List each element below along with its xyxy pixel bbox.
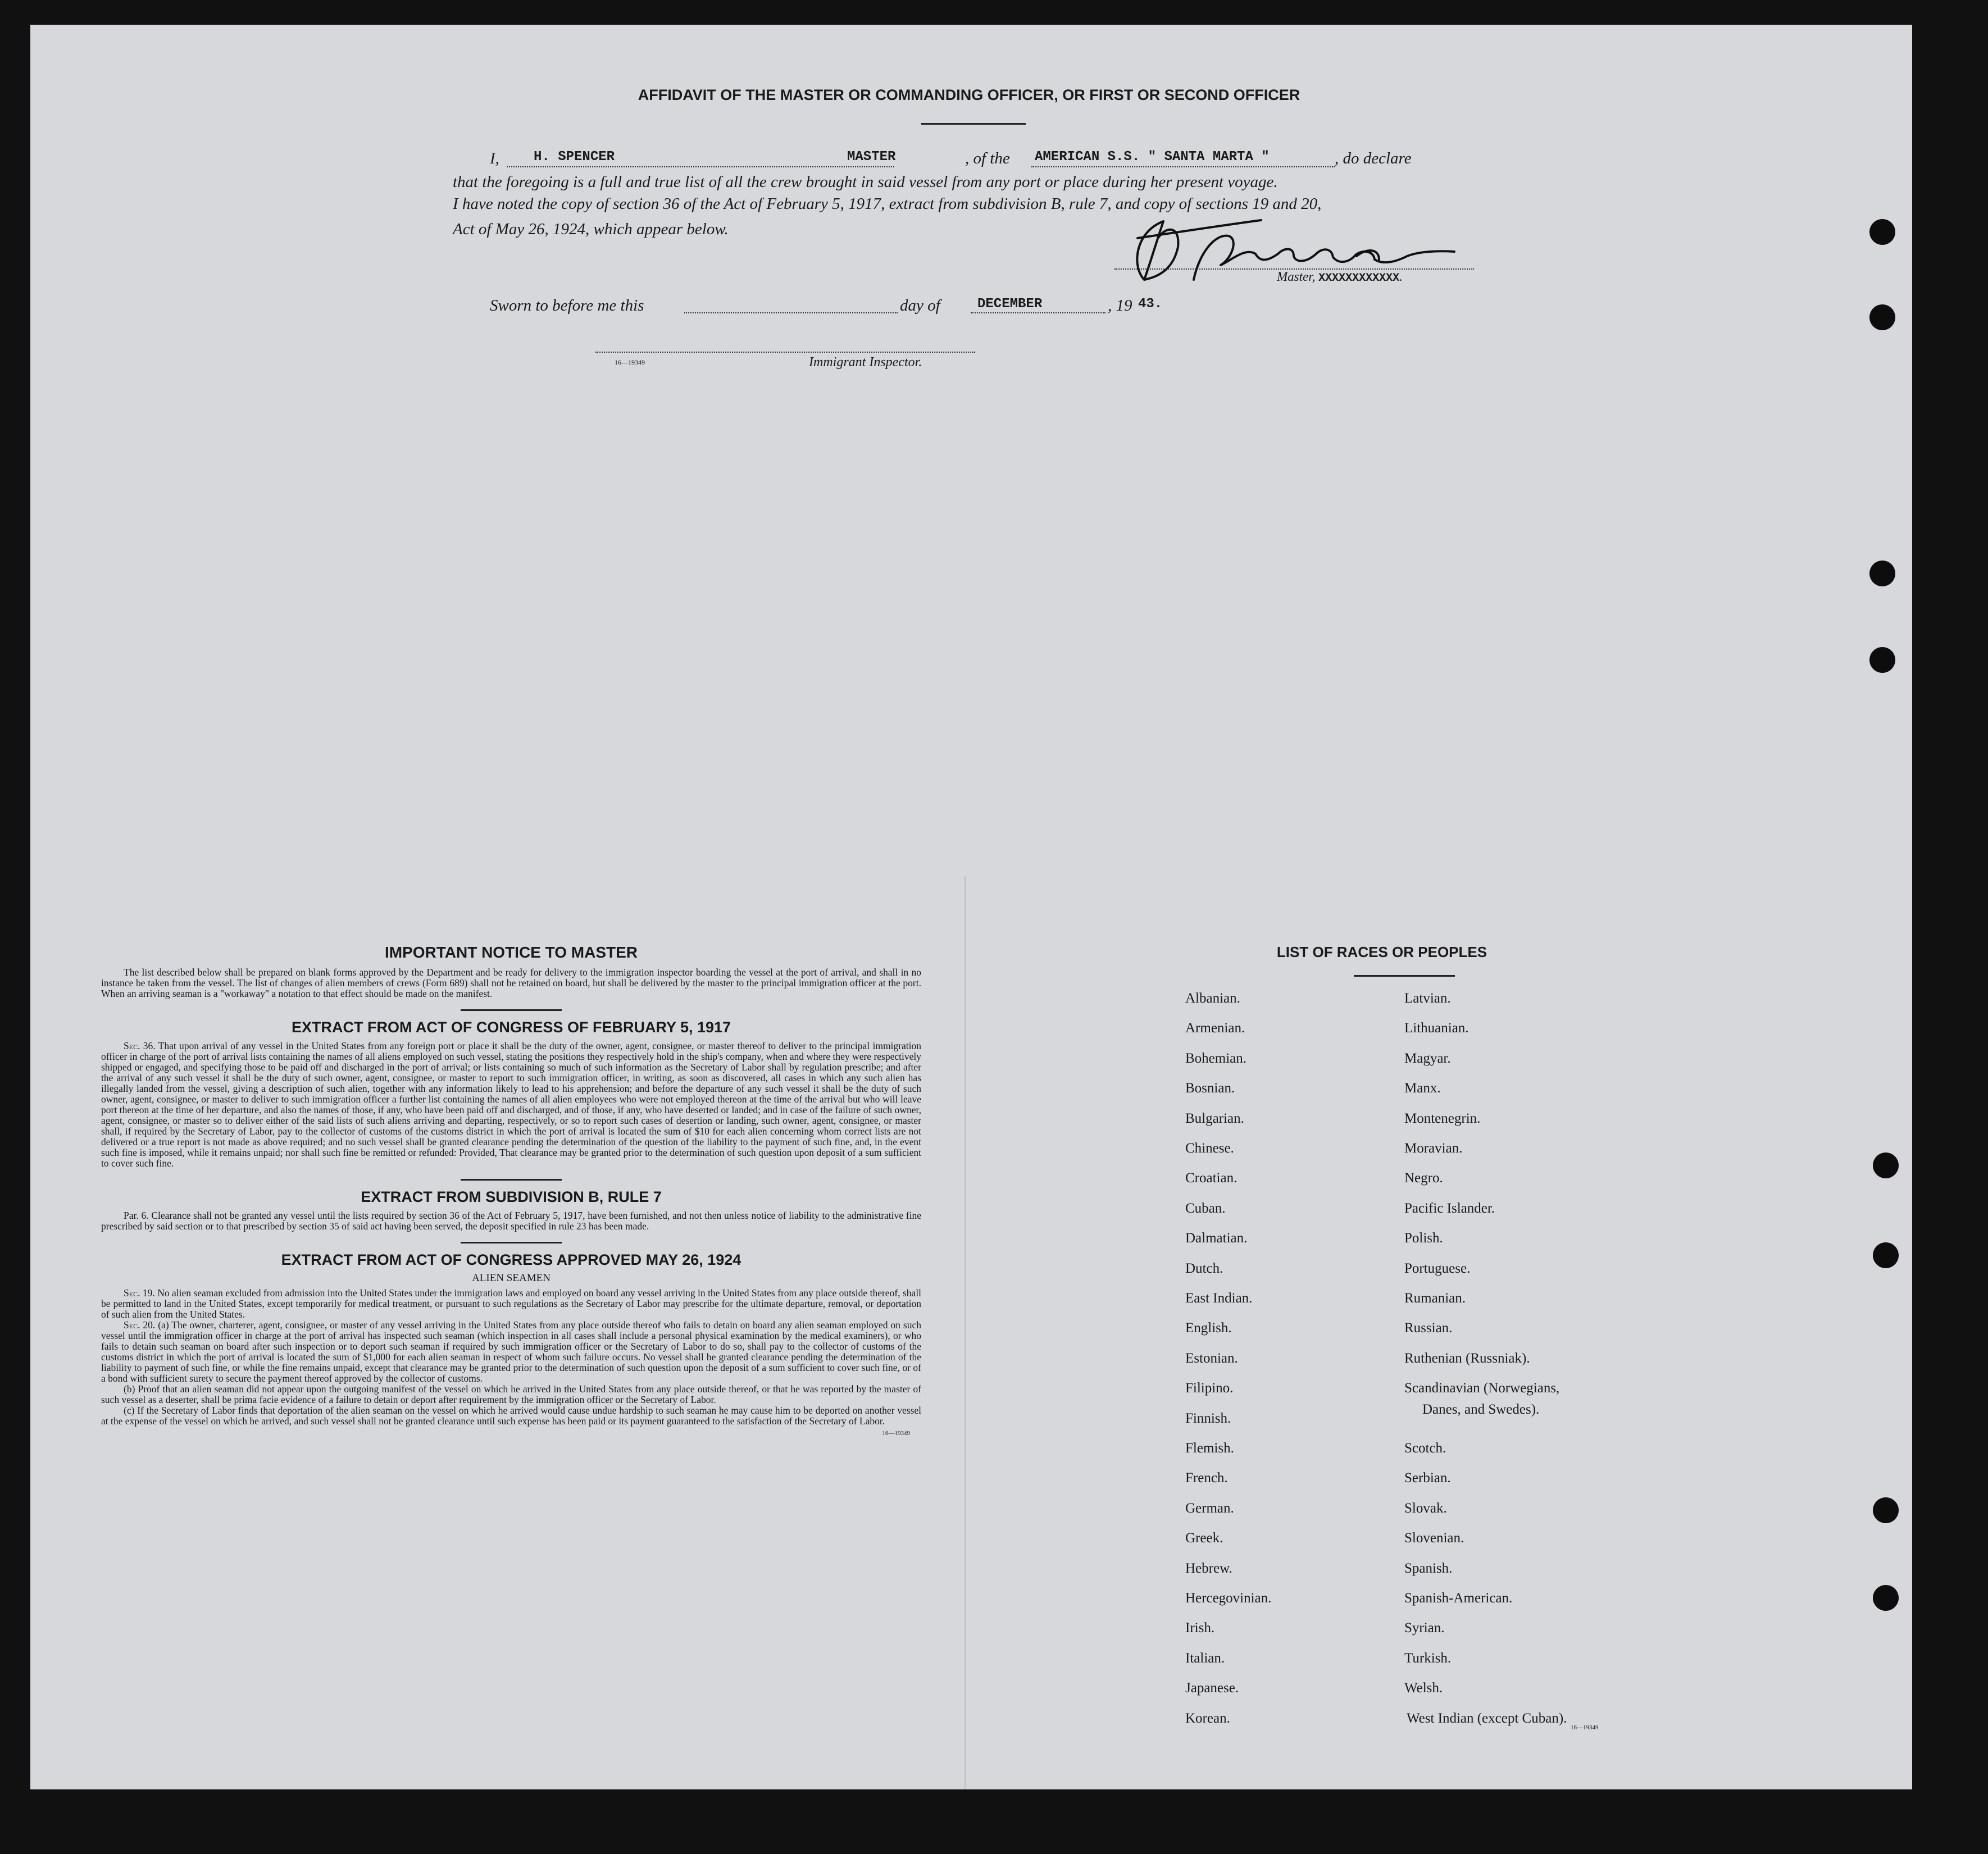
race-item: Finnish.	[1185, 1410, 1231, 1426]
affidavit-title: AFFIDAVIT OF THE MASTER OR COMMANDING OFFICER, OR FIRST OR SECOND OFFICER	[638, 86, 1300, 103]
race-item: Greek.	[1185, 1530, 1223, 1546]
race-item: Serbian.	[1404, 1470, 1451, 1486]
master-name-field: H. SPENCER	[534, 149, 615, 165]
races-title-divider	[1354, 975, 1455, 977]
year-prefix: , 19	[1108, 297, 1132, 315]
race-item: Latvian.	[1404, 991, 1451, 1006]
race-item: Italian.	[1185, 1650, 1225, 1666]
race-item: Chinese.	[1185, 1141, 1234, 1156]
race-item: Pacific Islander.	[1404, 1200, 1495, 1216]
race-item: Cuban.	[1185, 1200, 1226, 1216]
race-item: Turkish.	[1404, 1650, 1452, 1666]
sec19-label: Sec. 19.	[124, 1287, 155, 1299]
extract1-title: EXTRACT FROM ACT OF CONGRESS OF FEBRUARY 5, 1917	[291, 1019, 731, 1036]
binder-hole	[1873, 1242, 1899, 1268]
race-item: Negro.	[1404, 1170, 1443, 1186]
extract1-sec-label: Sec. 36.	[124, 1040, 156, 1051]
race-item: Slovak.	[1404, 1500, 1447, 1516]
sec20b: (b) Proof that an alien seaman did not appear upon the outgoing manifest of the vessel on which he arrived in the United States from any place outside thereof, or that he was reported by the master of such vessel as a deserter, shall be prima facie evidence of a failure to detain or deport after requirement by the immigration officer or the Secretary of Labor.	[101, 1383, 921, 1405]
race-item: Polish.	[1404, 1231, 1443, 1246]
affidavit-line-1	[490, 149, 1501, 170]
extract1-section	[101, 1041, 921, 1169]
race-item: Irish.	[1185, 1620, 1215, 1636]
sworn-line	[490, 297, 1276, 317]
race-item: Montenegrin.	[1404, 1110, 1481, 1126]
race-item: Filipino.	[1185, 1381, 1234, 1396]
day-of-label: day of	[900, 297, 940, 315]
scandinavian-continuation: Danes, and Swedes).	[1422, 1402, 1540, 1417]
race-item: Bosnian.	[1185, 1081, 1235, 1096]
race-item: Hercegovinian.	[1185, 1591, 1272, 1606]
race-item: Syrian.	[1404, 1620, 1445, 1636]
binder-hole	[1873, 1585, 1899, 1611]
extract3-subtitle: ALIEN SEAMEN	[472, 1272, 551, 1284]
races-form-number: 16—19349	[1571, 1724, 1599, 1731]
title-divider	[921, 123, 1026, 125]
race-item: Scotch.	[1404, 1441, 1446, 1456]
race-item: Rumanian.	[1404, 1291, 1466, 1306]
binder-hole	[1869, 647, 1895, 673]
inspector-label: Immigrant Inspector.	[809, 355, 922, 370]
race-item: Japanese.	[1185, 1680, 1239, 1696]
race-item: Portuguese.	[1404, 1260, 1471, 1276]
race-item: Dutch.	[1185, 1260, 1223, 1276]
race-item: French.	[1185, 1470, 1228, 1486]
notice-body: The list described below shall be prepared on blank forms approved by the Department and be ready for delivery to the immigration inspector boarding the vessel at the port of arrival, and shall in no instance be taken from the vessel. The list of changes of alien members of crews (Form 689) shall not be retained on board, but shall be delivered by the master to the principal immigration officer at the port. When an arriving seaman is a "workaway" a notation to that effect should be made on the manifest.	[101, 967, 921, 999]
document-sheet	[30, 25, 1912, 1789]
race-item: Bohemian.	[1185, 1050, 1247, 1066]
notice-title: IMPORTANT NOTICE TO MASTER	[384, 944, 638, 961]
race-item: Manx.	[1404, 1081, 1441, 1096]
sec20a	[101, 1320, 921, 1384]
extract2-body: Par. 6. Clearance shall not be granted any vessel until the lists required by section 36 of the Act of February 5, 1917, have been furnished, and not then unless notice of liability to the administrative fine prescribed by said section or to that prescribed by section 35 of said act having been served, the deposit specified in rule 23 has been made.	[101, 1210, 921, 1232]
sworn-label: Sworn to before me this	[490, 297, 644, 315]
sec20a-body: (a) The owner, charterer, agent, consignee, or master of any vessel arriving in the United States from any place outside thereof who fails to detain on board any alien seaman employed on such vessel until the immigration officer in charge at the port of arrival has inspected such seaman (which inspection in all cases shall include a personal physical examination by the medical examiners), or who fails to detain such seaman on board after such inspection or to deport such seaman if required by such immigration officer or the Secretary of Labor to do so, shall pay to the collector of customs of the customs district in which the port of arrival is located the sum of $1,000 for each alien seaman in respect of whom such failure occurs. No vessel shall be granted clearance pending the determination of the liability to payment of such fine, or while the fine remains unpaid, except that clearance may be granted prior to the determination of such question upon the deposit of a sum sufficient to cover such fine, or of a bond with sufficient surety to secure the payment thereof approved by the collector of customs.	[101, 1319, 921, 1384]
page-fold	[965, 876, 966, 1789]
race-item: English.	[1185, 1320, 1232, 1336]
race-item: Albanian.	[1185, 991, 1240, 1006]
binder-hole	[1873, 1153, 1899, 1178]
sec20c: (c) If the Secretary of Labor finds that deportation of the alien seaman on the vessel on which he arrived would cause undue hardship to such seaman he may cause him to be deported on another vessel at the expense of the vessel on which he arrived, and such vessel shall not be granted clearance until such expense has been paid or its payment guaranteed to the satisfaction of the Secretary of Labor.	[101, 1405, 921, 1427]
race-item: Dalmatian.	[1185, 1231, 1248, 1246]
vessel-field: AMERICAN S.S. " SANTA MARTA "	[1035, 149, 1270, 165]
race-item: German.	[1185, 1500, 1234, 1516]
rank-field: MASTER	[847, 149, 896, 165]
year-field: 43.	[1138, 297, 1163, 312]
inspector-signature-line	[595, 352, 975, 353]
race-item: Flemish.	[1185, 1441, 1234, 1456]
race-item: Spanish.	[1404, 1560, 1453, 1576]
race-item: West Indian (except Cuban).	[1407, 1710, 1567, 1726]
do-declare-label: , do declare	[1335, 149, 1412, 167]
master-label: Master, XXXXXXXXXXXX.	[1277, 270, 1403, 285]
race-item: Magyar.	[1404, 1050, 1451, 1066]
binder-hole	[1869, 219, 1895, 245]
race-item: East Indian.	[1185, 1291, 1253, 1306]
race-item: Welsh.	[1404, 1680, 1443, 1696]
affidavit-line-3: I have noted the copy of section 36 of the Act of February 5, 1917, extract from subdivision B, rule 7, and copy of sections 19 and 20,	[453, 195, 1322, 213]
i-label: I,	[490, 149, 499, 167]
race-item: Moravian.	[1404, 1141, 1463, 1156]
master-label-text: Master,	[1277, 270, 1316, 284]
affidavit-line-4: Act of May 26, 1924, which appear below.	[453, 220, 729, 238]
notice-column	[101, 944, 921, 1437]
sec19-body: No alien seaman excluded from admission into the United States under the immigration laws and employed on board any vessel arriving in the United States from any place outside thereof, shall be permitted to land in the United States, except temporarily for medical treatment, or pursuant to such regulations as the Secretary of Labor may prescribe for the ultimate departure, removal, or deportation of such alien from the United States.	[101, 1287, 922, 1320]
struck-officer-text: XXXXXXXXXXXX	[1318, 272, 1400, 285]
race-item: Hebrew.	[1185, 1560, 1232, 1576]
race-item: Korean.	[1185, 1710, 1230, 1726]
binder-hole	[1869, 561, 1895, 586]
sec19	[101, 1288, 921, 1320]
extract3-title: EXTRACT FROM ACT OF CONGRESS APPROVED MAY 26, 1924	[281, 1251, 741, 1268]
month-field: DECEMBER	[977, 297, 1043, 312]
divider	[461, 1179, 562, 1181]
race-item: Ruthenian (Russniak).	[1404, 1350, 1530, 1366]
races-title: LIST OF RACES OR PEOPLES	[1276, 944, 1487, 960]
extract2-title: EXTRACT FROM SUBDIVISION B, RULE 7	[361, 1188, 662, 1205]
divider	[461, 1009, 562, 1011]
race-item: Lithuanian.	[1404, 1021, 1469, 1036]
race-item: Slovenian.	[1404, 1530, 1464, 1546]
affidavit-line-2: that the foregoing is a full and true list of all the crew brought in said vessel from any port or place during her present voyage.	[453, 173, 1278, 191]
extract1-body: That upon arrival of any vessel in the United States from any foreign port or place it shall be the duty of the owner, agent, consignee, or master thereof to deliver to the principal immigration officer in charge of the port of arrival lists containing the names of all aliens employed on such vessel, stating the positions they respectively hold in the ship's company, when and where they were respectively shipped or engaged, and specifying those to be paid off and discharged in the port of arrival; or lists containing so much of such information as the Secretary of Labor shall by regulation prescribe; and after the arrival of any such vessel it shall be the duty of such owner, agent, consignee, or master to report to such immigration officer, in writing, as soon as discovered, all cases in which any such alien has illegally landed from the vessel, giving a description of such alien, together with any information likely to lead to his apprehension; and before the departure of any such vessel it shall be the duty of such owner, agent, consignee, or master to deliver to such immigration officer a further list containing the names of all alien employees who were not employed thereon at the time of the arrival but who will leave port thereon at the time of her departure, and also the names of those, if any, who have been paid off and discharged, and of those, if any, who have deserted or landed; and in case of the failure of such owner, agent, consignee, or master so to deliver either of the said lists of such aliens arriving and departing, respectively, or so to report such cases of desertion or landing, such owner, agent, consignee, or master shall, if required by the Secretary of Labor, pay to the collector of customs of the customs district in which the port of arrival is located the sum of $10 for each alien concerning whom correct lists are not delivered or a true report is not made as above required; and no such vessel shall be granted clearance pending the determination of the question of the liability to the payment of such fine, and, in the event such fine is imposed, while it remains unpaid; nor shall such fine be remitted or refunded: Provided, That clearance may be granted prior to the determination of such question upon deposit of a sum sufficient to cover such fine.	[101, 1040, 921, 1169]
notice-form-number: 16—19349	[882, 1430, 910, 1437]
race-item: Scandinavian (Norwegians,	[1404, 1381, 1560, 1396]
sec20-label: Sec. 20.	[124, 1319, 156, 1331]
race-item: Armenian.	[1185, 1021, 1245, 1036]
binder-hole	[1873, 1497, 1899, 1523]
race-item: Croatian.	[1185, 1170, 1238, 1186]
binder-hole	[1869, 304, 1895, 330]
of-the-label: , of the	[965, 149, 1010, 167]
race-item: Russian.	[1404, 1320, 1453, 1336]
affidavit-form-number: 16—19349	[615, 358, 645, 366]
divider	[461, 1242, 562, 1243]
race-item: Spanish-American.	[1404, 1591, 1513, 1606]
race-item: Estonian.	[1185, 1350, 1238, 1366]
race-item: Bulgarian.	[1185, 1110, 1244, 1126]
